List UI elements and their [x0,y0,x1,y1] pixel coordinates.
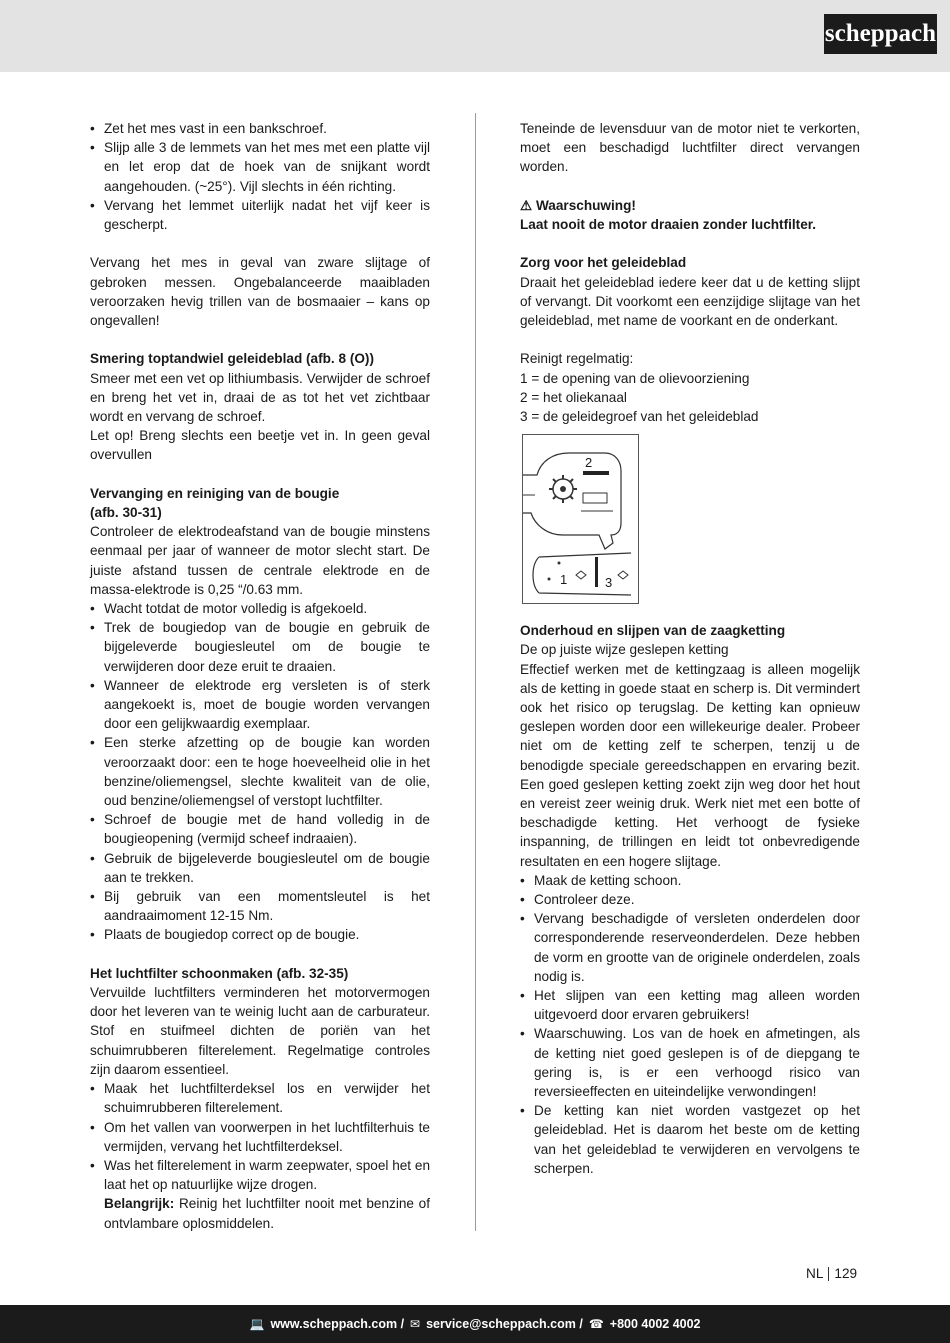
envelope-icon: ✉ [410,1317,421,1331]
phone-icon: ☎ [588,1317,604,1331]
warning-title: ⚠ Waarschuwing! [520,197,636,213]
paragraph: Draait het geleideblad iedere keer dat u de ketting slijpt of vervangt. Dit voorkomt een eenzijdige slijtage van het geleideblad, met name de voorkant en de onderkant. [520,274,860,328]
clean-item: 1 = de opening van de olievoorziening [520,370,750,386]
list-item: • Wacht totdat de motor volledig is afgekoeld. [90,599,430,618]
list-item: • Plaats de bougiedop correct op de bougie. [90,925,430,944]
chain-care-list [520,871,860,1178]
clean-item: 2 = het oliekanaal [520,389,627,405]
list-item: • Slijp alle 3 de lemmets van het mes met een platte vijl en let erop dat de hoek van de snijkant wordt aangehouden. (~25°). Vijl slechts in één richting. [90,138,430,196]
figure-label-3: 3 [605,575,613,591]
footer-phone: +800 4002 4002 [609,1317,701,1331]
clean-item: 3 = de geleidegroef van het geleideblad [520,409,759,424]
paragraph: Smeer met een vet op lithiumbasis. Verwijder de schroef en breng het vet in, draai de as tot het vet zichtbaar wordt en vervang de schroef. [90,370,430,425]
section-heading: Zorg voor het geleideblad [520,255,687,271]
right-column [520,119,860,1178]
list-item: • Zet het mes vast in een bankschroef. [90,119,430,138]
footer-website[interactable]: www.scheppach.com / [270,1317,405,1331]
warning-text: Laat nooit de motor draaien zonder luchtfilter. [520,217,817,232]
list-item: • Vervang het lemmet uiterlijk nadat het vijf keer is gescherpt. [90,196,430,234]
page-number [806,1266,857,1281]
paragraph: Vervuilde luchtfilters verminderen het motorvermogen door het leveren van te weinig lucht aan de carburateur. Stof en stuifmeel dichten de poriën van het schuimrubberen filterelement. Regelmatige controles zijn daarom essentieel. [90,985,430,1077]
paragraph: Let op! Breng slechts een beetje vet in. In geen geval overvullen [90,428,430,463]
list-item: • Maak de ketting schoon. [520,871,860,890]
column-divider [475,113,476,1231]
list-item: • Controleer deze. [520,890,860,909]
paragraph: De op juiste wijze geslepen ketting [520,642,729,658]
list-item: • Wanneer de elektrode erg versleten is of sterk aangekoekt is, moet de bougie worden vervangen door een gelijkwaardig exemplaar. [90,676,430,734]
page-number-value: 129 [834,1266,858,1281]
guide-bar-illustration [523,435,638,603]
list-item: • Schroef de bougie met de hand volledig in de bougieopening (vermijd scheef indraaien). [90,810,430,848]
important-text: Reinig het luchtfilter nooit met benzine of ontvlambare oplosmiddelen. [104,1196,430,1231]
page-header [0,0,950,72]
language-code: NL [806,1266,824,1281]
paragraph: Vervang het mes in geval van zware slijtage of gebroken messen. Ongebalanceerde maaibladen veroorzaken hevig trillen van de bosmaaier – kans op ongevallen! [90,255,430,329]
paragraph: Reinigt regelmatig: [520,351,634,367]
air-filter-list [90,1079,430,1194]
section-heading: Vervanging en reiniging van de bougie [90,485,340,501]
left-column [90,119,430,1233]
list-item: • Gebruik de bijgeleverde bougiesleutel om de bougie aan te trekken. [90,849,430,887]
guide-bar-figure [522,434,639,604]
scheppach-logo: scheppach [824,14,937,54]
page-number-divider [828,1267,829,1281]
list-item: • Vervang beschadigde of versleten onderdelen door corresponderende reserveonderdelen. Deze hebben de vorm en grootte van de originele onderdelen, zoals nodig is. [520,909,860,986]
section-heading: Het luchtfilter schoonmaken (afb. 32-35) [90,965,349,981]
list-item: • Een sterke afzetting op de bougie kan worden veroorzaakt door: een te hoge hoeveelheid olie in het benzine/oliemengsel, slechte kwaliteit van de olie, oud benzine/oliemengsel of verstopt luchtfilter. [90,733,430,810]
list-item: • De ketting kan niet worden vastgezet op het geleideblad. Het is daarom het beste om de ketting van het geleideblad te verwijderen en vervolgens te scherpen. [520,1101,860,1178]
page-footer [0,1305,950,1343]
important-note [90,1194,430,1232]
paragraph: Teneinde de levensduur van de motor niet te verkorten, moet een beschadigd luchtfilter direct vervangen worden. [520,121,860,175]
list-item: • Bij gebruik van een momentsleutel is het aandraaimoment 12-15 Nm. [90,887,430,925]
important-label: Belangrijk: [104,1196,175,1212]
spark-plug-list [90,599,430,945]
paragraph: Controleer de elektrodeafstand van de bougie minstens eenmaal per jaar of wanneer de motor slecht start. De juiste afstand tussen de centrale elektrode en de massa-elektrode is 0,25 “/0.63 mm. [90,524,430,597]
list-item: • Om het vallen van voorwerpen in het luchtfilterhuis te vermijden, vervang het luchtfilterdeksel. [90,1118,430,1156]
list-item: • Maak het luchtfilterdeksel los en verwijder het schuimrubberen filterelement. [90,1079,430,1117]
list-item: • Trek de bougiedop van de bougie en gebruik de bijgeleverde bougiesleutel om de bougie te verwijderen door deze eruit te draaien. [90,618,430,676]
figure-label-2: 2 [585,455,593,471]
footer-email[interactable]: service@scheppach.com / [426,1317,583,1331]
blade-sharpen-list [90,119,430,234]
figure-label-1: 1 [560,572,568,588]
list-item: • Waarschuwing. Los van de hoek en afmetingen, als de ketting niet goed geslepen is of de diepgang te gering is, is er een verhoogd risico van reversieeffecten en uiteindelijke verwondingen! [520,1024,860,1101]
section-heading: Onderhoud en slijpen van de zaagketting [520,623,786,639]
section-heading: Smering toptandwiel geleideblad (afb. 8 (O)) [90,351,374,367]
section-heading-ref: (afb. 30-31) [90,505,162,521]
list-item: • Was het filterelement in warm zeepwater, spoel het en laat het op natuurlijke wijze drogen. [90,1156,430,1194]
paragraph: Effectief werken met de kettingzaag is alleen mogelijk als de ketting in goede staat en scherp is. Dit vermindert ook het risico op terugslag. De ketting kan opnieuw geslepen worden door een willekeurige dealer. Probeer niet om de ketting zelf te scherpen, tenzij u de benodigde speciale gereedschappen en ervaring bezit. Een goed geslepen ketting zoekt zijn weg door het hout en vereist zeer weinig druk. Werk niet met een botte of beschadigde ketting. Het verhoogt de fysieke inspanning, de trillingen en leidt tot onbevredigende resultaten en een hogere slijtage. [520,661,860,869]
list-item: • Het slijpen van een ketting mag alleen worden uitgevoerd door ervaren gebruikers! [520,986,860,1024]
computer-icon: 💻 [249,1317,265,1331]
